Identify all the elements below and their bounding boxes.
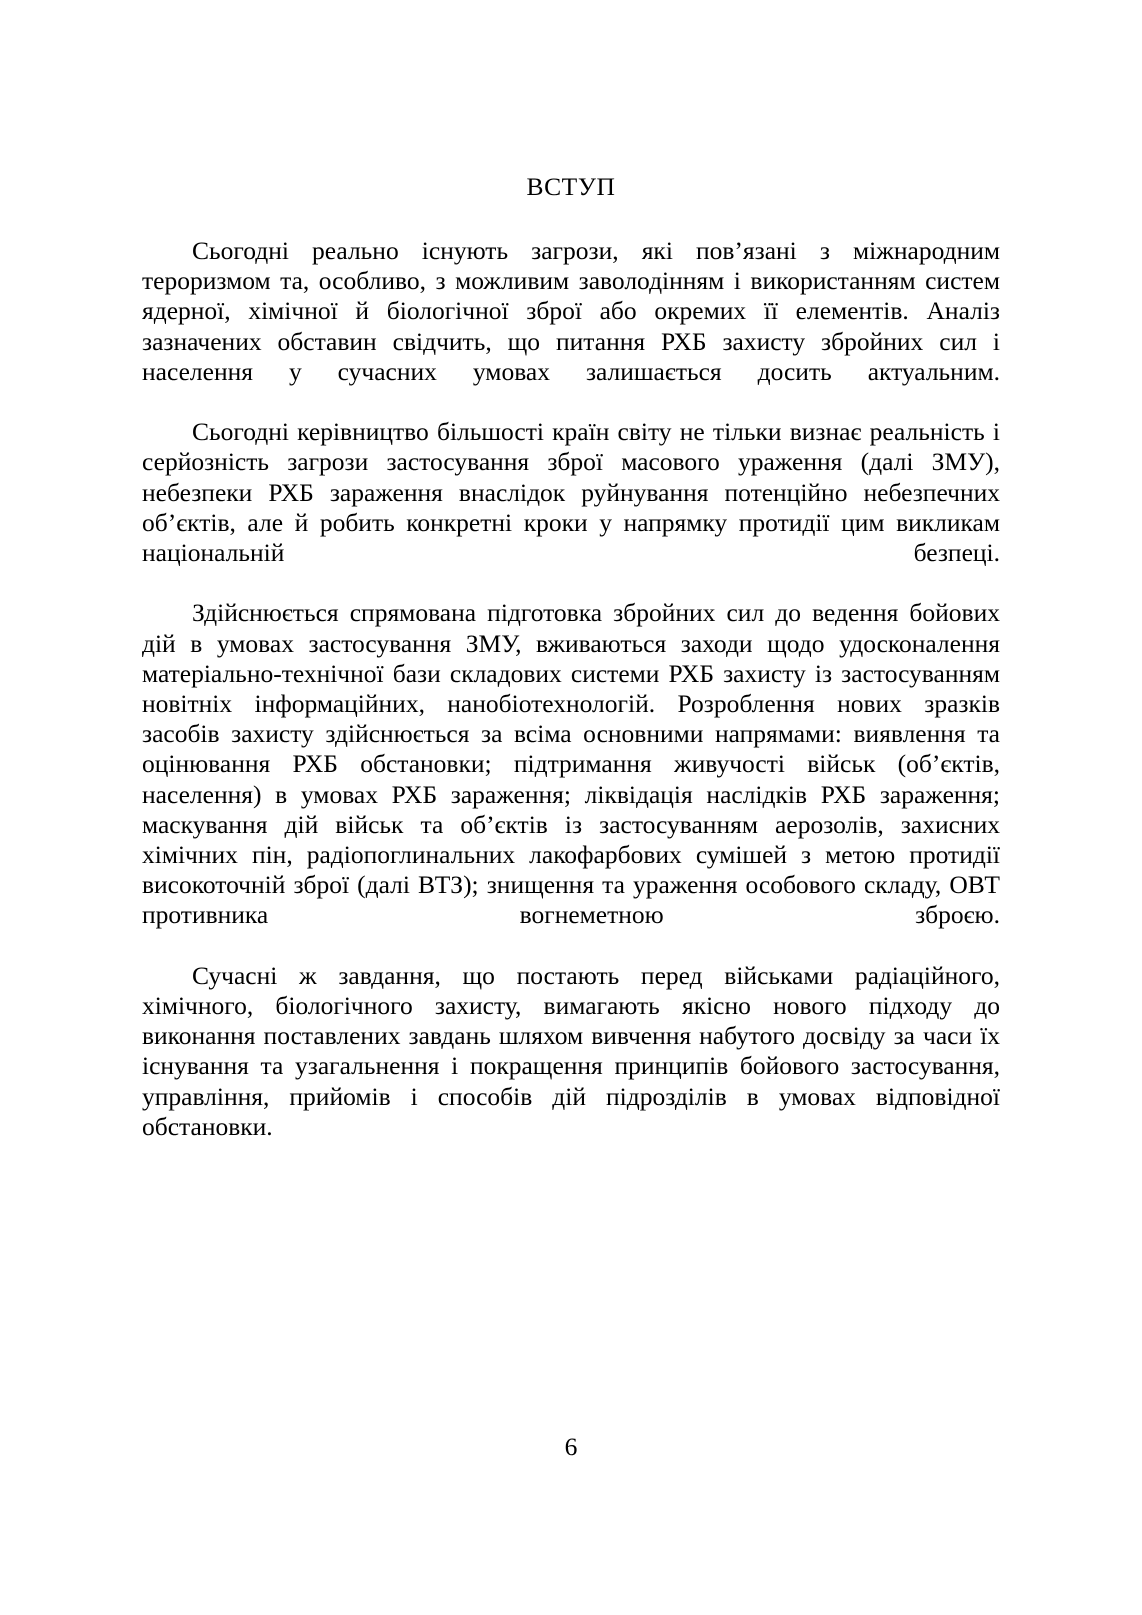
body-paragraph-3: Здійснюється спрямована підготовка збройних сил до ведення бойових дій в умовах застосування ЗМУ, вживаються заходи щодо удосконалення матеріально-технічної бази складових системи РХБ захисту із застосуванням новітніх інформаційних, нанобіотехнологій. Розроблення нових зразків засобів захисту здійснюється за всіма основними напрямами: виявлення та оцінювання РХБ обстановки; підтримання живучості військ (об’єктів, населення) в умовах РХБ зараження; ліквідація наслідків РХБ зараження; маскування дій військ та об’єктів із застосуванням аерозолів, захисних хімічних пін, радіопоглинальних лакофарбових сумішей з метою протидії високоточній зброї (далі ВТЗ); знищення та ураження особового складу, ОВТ противника вогнеметною зброєю. (142, 598, 1000, 930)
body-paragraph-2: Сьогодні керівництво більшості країн світу не тільки визнає реальність і серйозність загрози застосування зброї масового ураження (далі ЗМУ), небезпеки РХБ зараження внаслідок руйнування потенційно небезпечних об’єктів, але й робить конкретні кроки у напрямку протидії цим викликам національній безпеці. (142, 417, 1000, 568)
page-content (142, 172, 1000, 1172)
page-number: 6 (564, 1432, 578, 1461)
body-paragraph-1: Сьогодні реально існують загрози, які пов’язані з міжнародним тероризмом та, особливо, з можливим заволодінням і використанням систем ядерної, хімічної й біологічної зброї або окремих її елементів. Аналіз зазначених обставин свідчить, що питання РХБ захисту збройних сил і населення у сучасних умовах залишається досить актуальним. (142, 236, 1000, 386)
body-paragraph-4: Сучасні ж завдання, що постають перед військами радіаційного, хімічного, біологічного захисту, вимагають якісно нового підходу до виконання поставлених завдань шляхом вивчення набутого досвіду за часи їх існування та узагальнення і покращення принципів бойового застосування, управління, прийомів і способів дій підрозділів в умовах відповідної обстановки. (142, 960, 1000, 1141)
page-title: ВСТУП (526, 172, 616, 201)
